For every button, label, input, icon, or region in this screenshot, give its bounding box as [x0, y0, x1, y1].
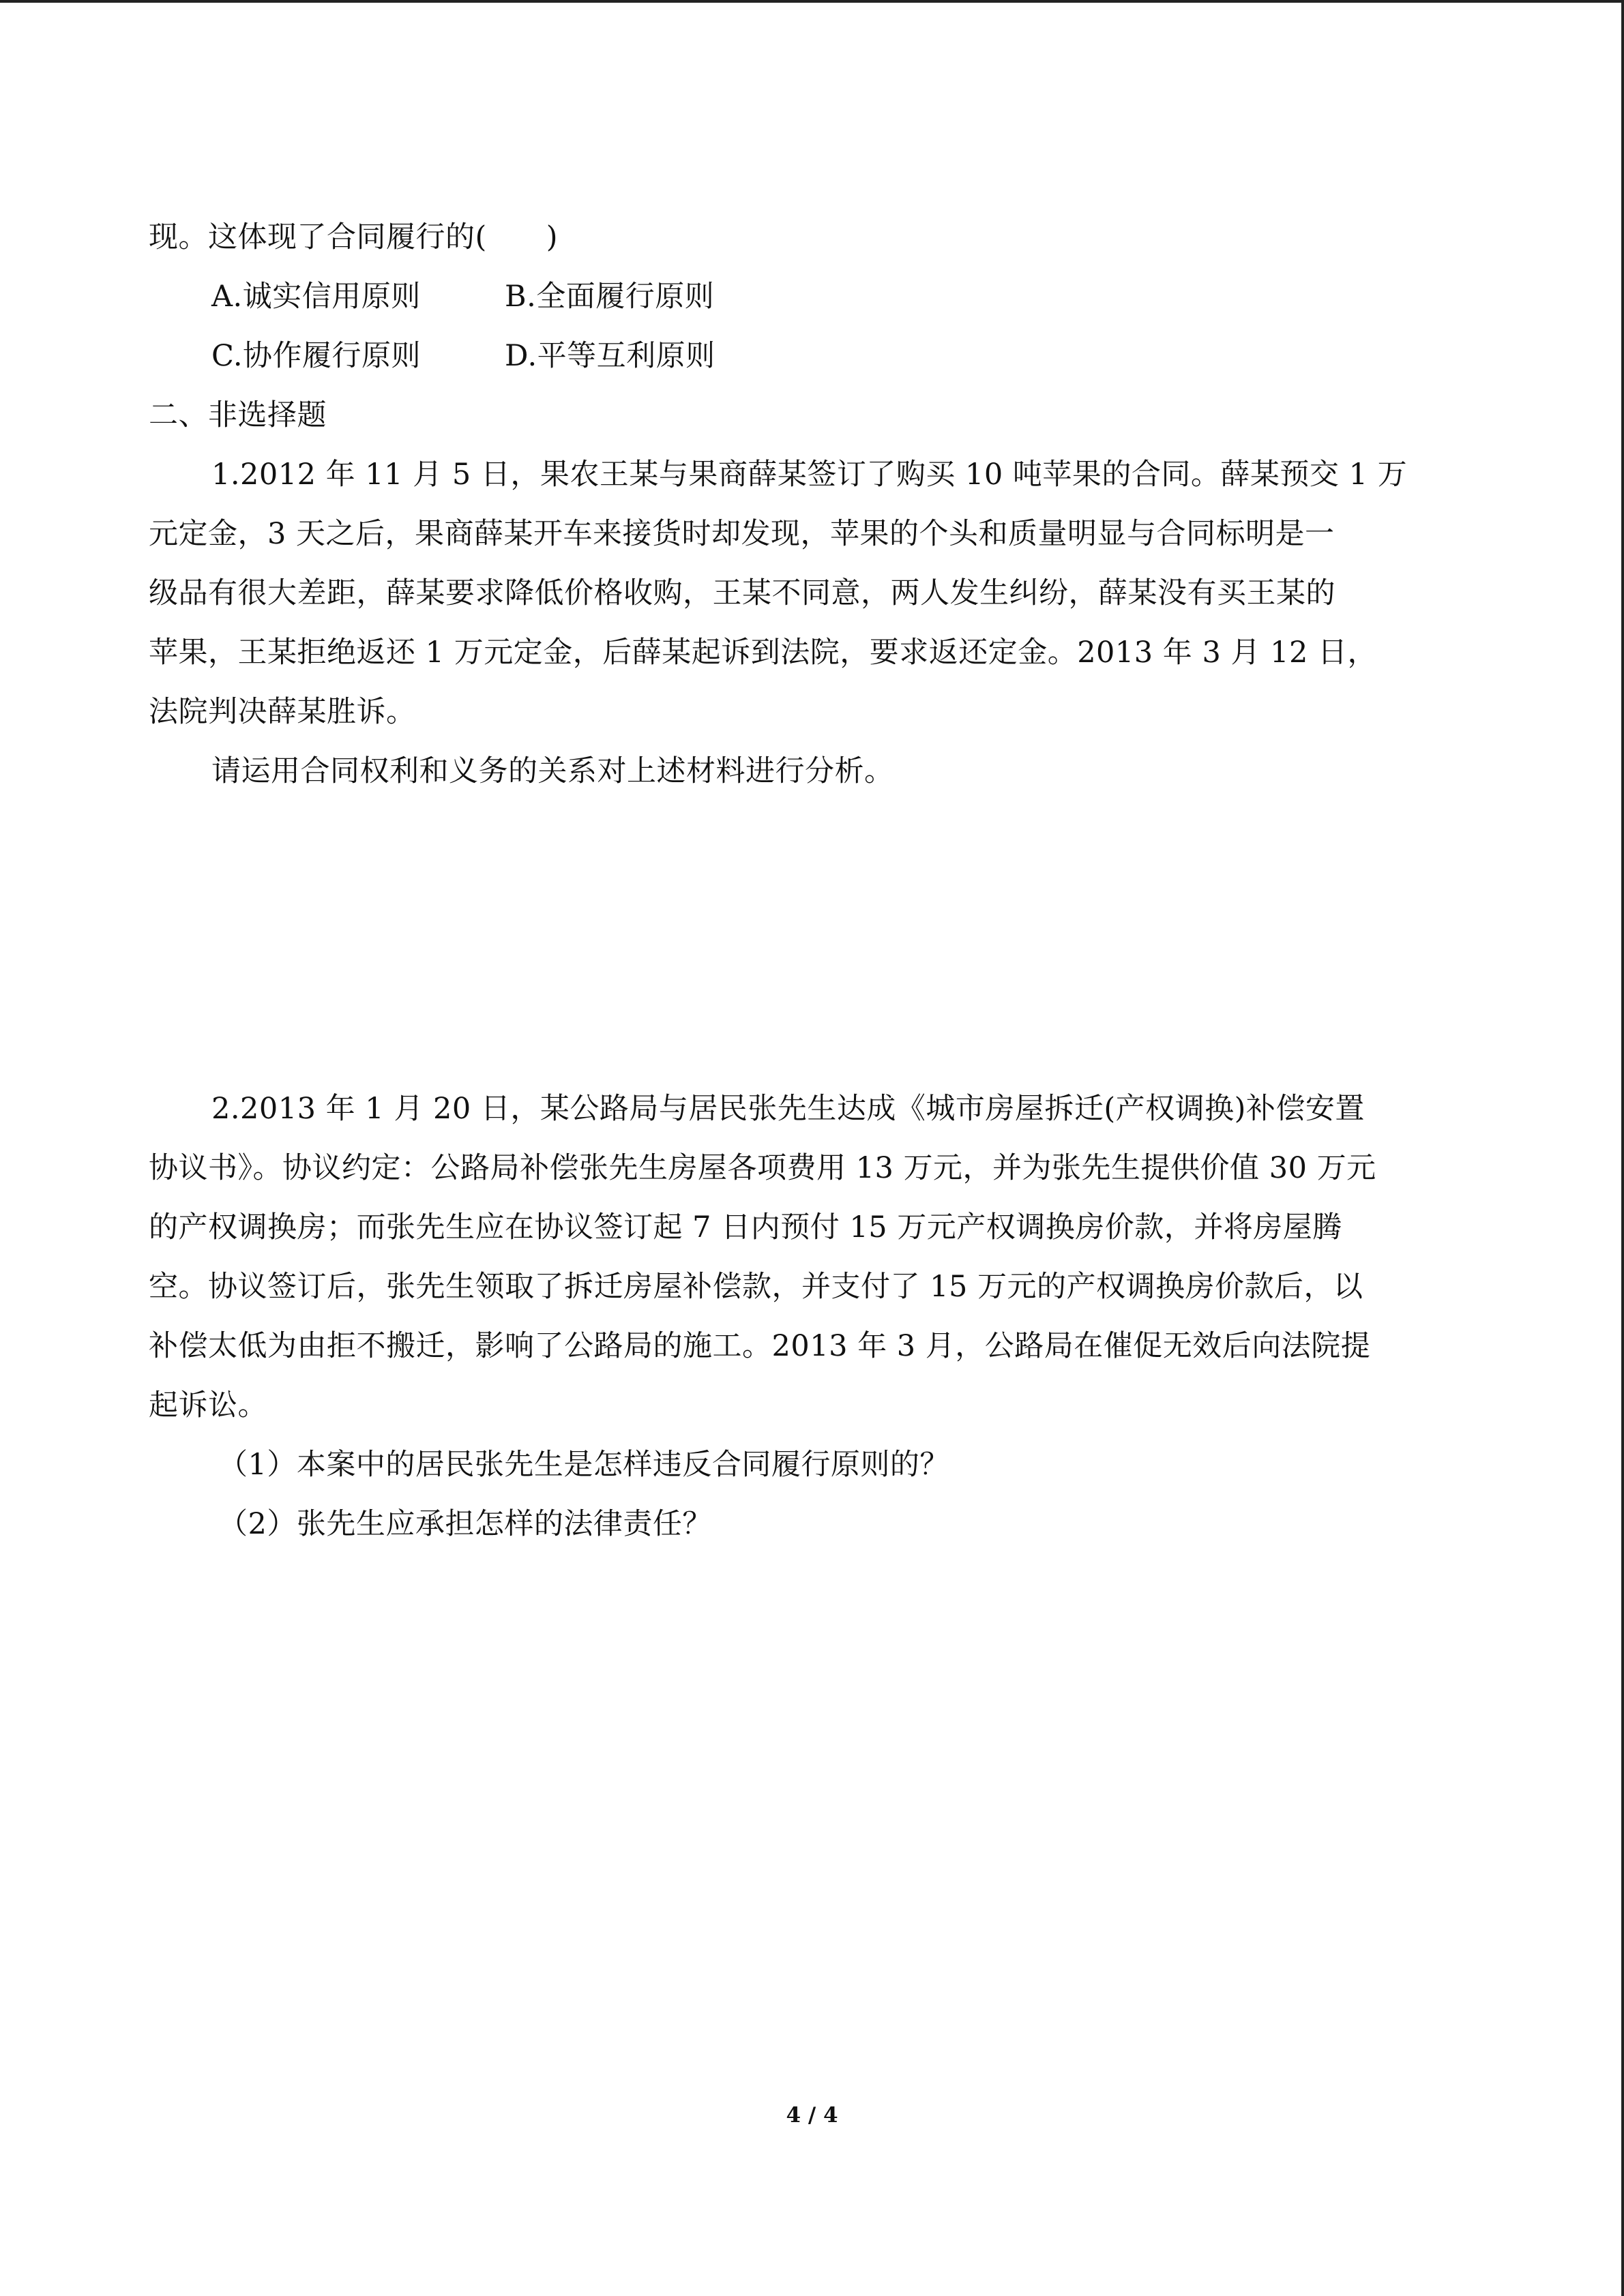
q2-line: 补偿太低为由拒不搬迁，影响了公路局的施工。2013 年 3 月，公路局在催促无效后向法院提 [149, 1329, 1371, 1363]
q1-line: 法院判决薛某胜诉。 [149, 695, 416, 729]
document-body [149, 208, 1475, 1554]
option-b: B.全面履行原则 [505, 280, 715, 314]
question-2 [149, 1079, 1475, 1554]
q2-line: 的产权调换房；而张先生应在协议签订起 7 日内预付 15 万元产权调换房价款，并将房屋腾 [149, 1210, 1342, 1244]
q1-prompt: 请运用合同权利和义务的关系对上述材料进行分析。 [211, 754, 894, 788]
option-a: A.诚实信用原则 [211, 280, 421, 314]
option-d: D.平等互利原则 [505, 339, 715, 373]
q1-line: 级品有很大差距，薛某要求降低价格收购，王某不同意，两人发生纠纷，薛某没有买王某的 [149, 576, 1335, 610]
page-right-border [1621, 0, 1624, 2296]
q2-line: 空。协议签订后，张先生领取了拆迁房屋补偿款，并支付了 15 万元的产权调换房价款后，以 [149, 1270, 1363, 1304]
q2-line: 起诉讼。 [149, 1388, 267, 1422]
question-1 [149, 445, 1475, 801]
option-row-1 [149, 267, 1475, 327]
q2-line: 协议书》。协议约定：公路局补偿张先生房屋各项费用 13 万元，并为张先生提供价值 30 万元 [149, 1151, 1376, 1185]
option-row-2 [149, 327, 1475, 386]
question-stem-end: 现。这体现了合同履行的( ) [149, 220, 559, 254]
option-c: C.协作履行原则 [211, 339, 422, 373]
answer-space [149, 801, 1475, 1079]
q1-line: 元定金，3 天之后，果商薛某开车来接货时却发现，苹果的个头和质量明显与合同标明是一 [149, 517, 1335, 551]
q1-line: 1.2012 年 11 月 5 日，果农王某与果商薛某签订了购买 10 吨苹果的合同。薛某预交 1 万 [211, 458, 1408, 492]
q2-sub-question-2: （2）张先生应承担怎样的法律责任？ [218, 1507, 712, 1541]
page-top-border [0, 0, 1624, 3]
page-number: 4 / 4 [786, 2103, 838, 2128]
q1-line: 苹果，王某拒绝返还 1 万元定金，后薛某起诉到法院，要求返还定金。2013 年 3 月 12 日， [149, 636, 1378, 670]
q2-sub-question-1: （1）本案中的居民张先生是怎样违反合同履行原则的？ [218, 1448, 949, 1482]
q2-line: 2.2013 年 1 月 20 日，某公路局与居民张先生达成《城市房屋拆迁(产权调换)补偿安置 [211, 1092, 1365, 1126]
section-title: 二、非选择题 [149, 398, 327, 432]
